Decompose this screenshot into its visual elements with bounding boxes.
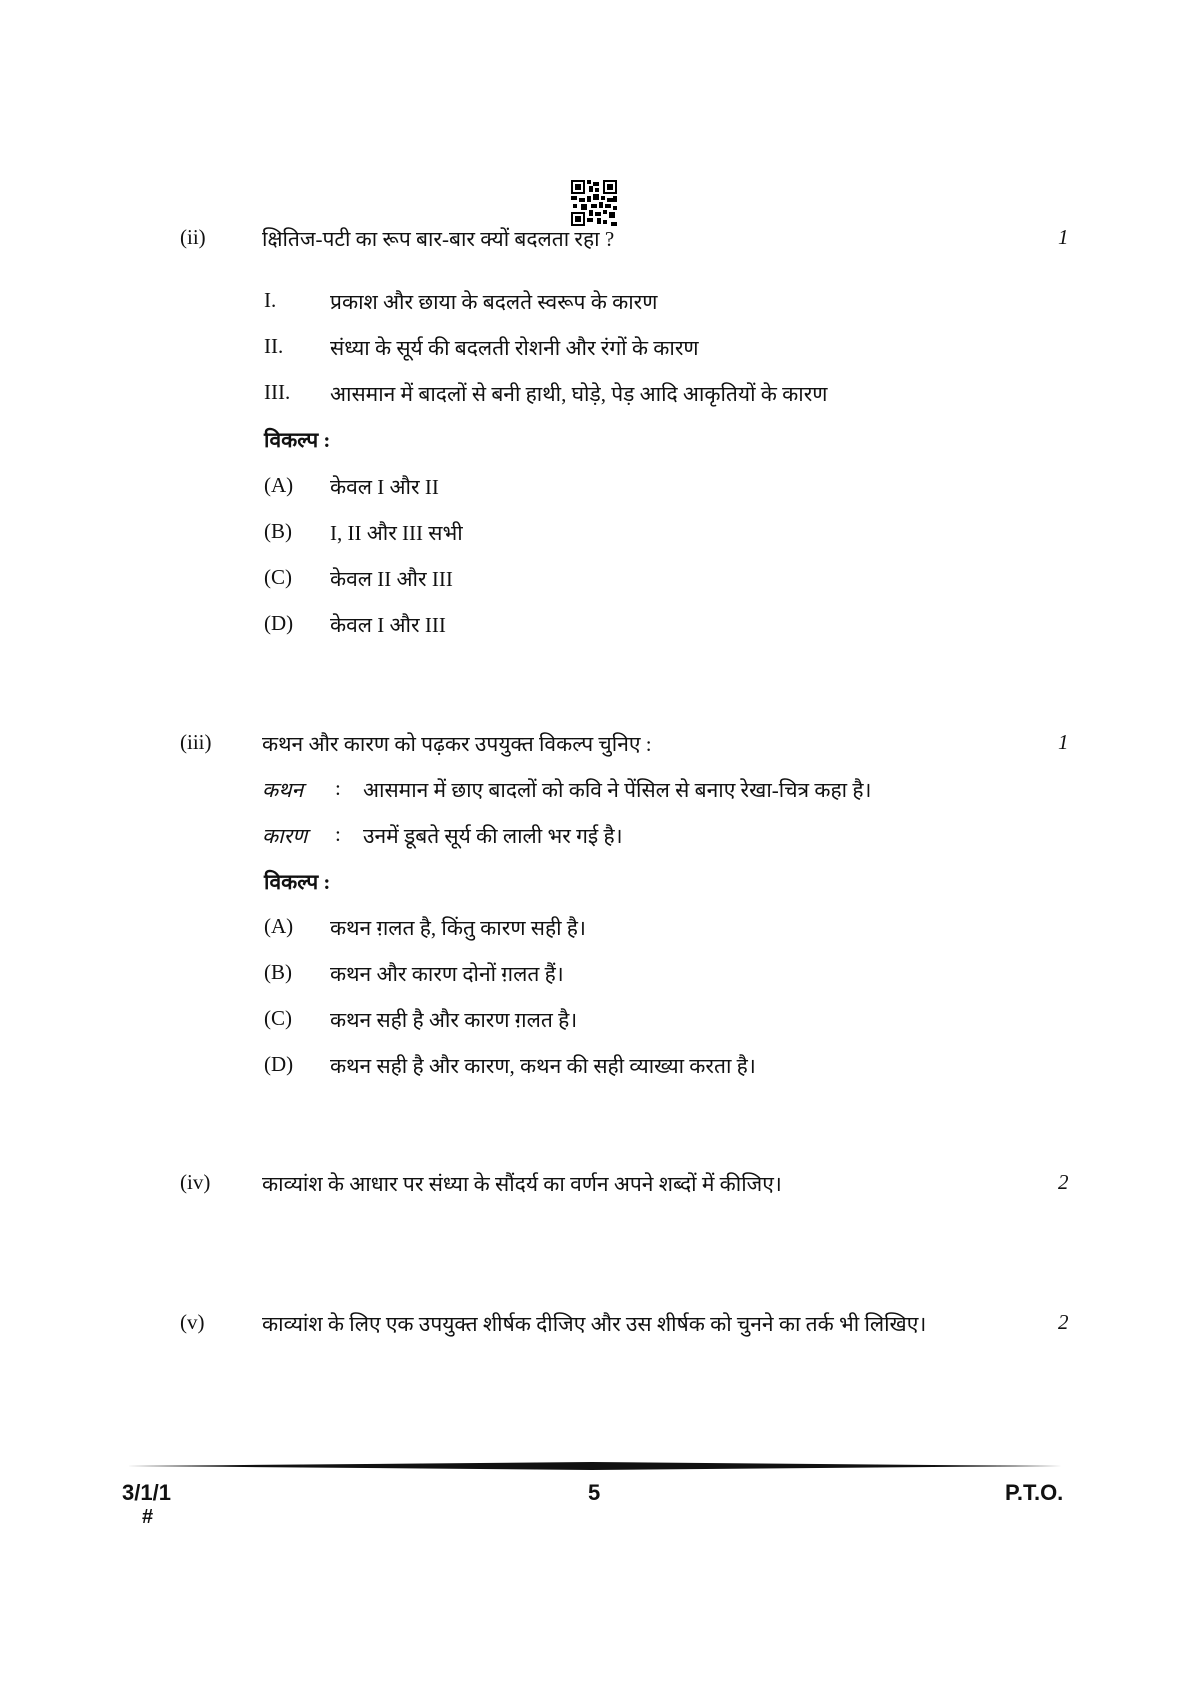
question-text: कथन और कारण को पढ़कर उपयुक्त विकल्प चुनिए : <box>262 732 652 756</box>
question-number: (iii) <box>180 730 212 754</box>
reason-text: उनमें डूबते सूर्य की लाली भर गई है। <box>363 824 623 848</box>
option-text: केवल II और III <box>330 567 453 591</box>
option-label: (A) <box>264 914 294 938</box>
page-number: 5 <box>588 1480 601 1505</box>
statement-label: III. <box>264 380 291 404</box>
option-text: कथन और कारण दोनों ग़लत हैं। <box>330 962 564 986</box>
option-label: (B) <box>264 960 292 984</box>
option-label: (C) <box>264 1006 292 1030</box>
option-text: I, II और III सभी <box>330 521 463 545</box>
option-text: कथन सही है और कारण ग़लत है। <box>330 1008 578 1032</box>
statement-label: I. <box>264 288 277 312</box>
statement-text: आसमान में बादलों से बनी हाथी, घोड़े, पेड़ आदि आकृतियों के कारण <box>330 382 828 406</box>
question-number: (iv) <box>180 1170 211 1194</box>
question-text: क्षितिज-पटी का रूप बार-बार क्यों बदलता रहा ? <box>262 227 615 251</box>
option-text: कथन ग़लत है, किंतु कारण सही है। <box>330 916 586 940</box>
assertion-separator: : <box>335 776 341 800</box>
option-text: कथन सही है और कारण, कथन की सही व्याख्या करता है। <box>330 1054 756 1078</box>
statement-text: प्रकाश और छाया के बदलते स्वरूप के कारण <box>330 290 658 314</box>
question-marks: 1 <box>1058 225 1069 249</box>
footer-divider <box>122 1458 1062 1468</box>
paper-code: 3/1/1 <box>122 1480 171 1505</box>
option-label: (D) <box>264 611 294 635</box>
reason-separator: : <box>335 822 341 846</box>
option-label: (B) <box>264 519 292 543</box>
assertion-label: कथन <box>262 778 304 802</box>
option-text: केवल I और III <box>330 613 446 637</box>
question-marks: 2 <box>1058 1170 1069 1194</box>
option-text: केवल I और II <box>330 475 439 499</box>
question-text: काव्यांश के लिए एक उपयुक्त शीर्षक दीजिए और उस शीर्षक को चुनने का तर्क भी लिखिए। <box>262 1312 927 1336</box>
statement-label: II. <box>264 334 284 358</box>
qr-code-icon <box>571 180 617 226</box>
reason-label: कारण <box>262 824 308 848</box>
question-number: (v) <box>180 1310 205 1334</box>
pto-label: P.T.O. <box>1005 1480 1064 1505</box>
options-heading: विकल्प : <box>264 870 331 894</box>
option-label: (C) <box>264 565 292 589</box>
question-marks: 2 <box>1058 1310 1069 1334</box>
statement-text: संध्या के सूर्य की बदलती रोशनी और रंगों के कारण <box>330 336 699 360</box>
question-marks: 1 <box>1058 730 1069 754</box>
question-number: (ii) <box>180 225 206 249</box>
options-heading: विकल्प : <box>264 428 331 452</box>
hash-mark: # <box>142 1506 154 1528</box>
option-label: (A) <box>264 473 294 497</box>
question-text: काव्यांश के आधार पर संध्या के सौंदर्य का वर्णन अपने शब्दों में कीजिए। <box>262 1172 782 1196</box>
assertion-text: आसमान में छाए बादलों को कवि ने पेंसिल से बनाए रेखा-चित्र कहा है। <box>363 778 872 802</box>
option-label: (D) <box>264 1052 294 1076</box>
